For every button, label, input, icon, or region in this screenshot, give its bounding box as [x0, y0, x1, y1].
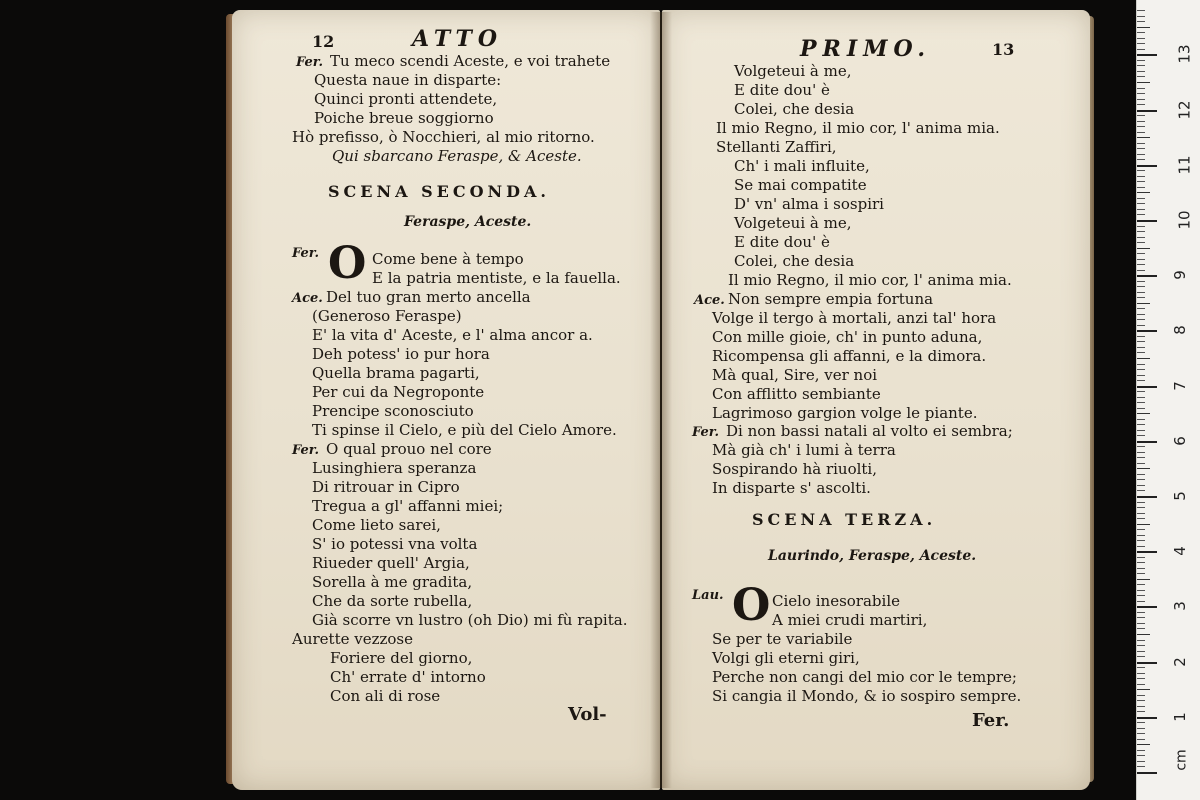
ruler-tick: [1137, 490, 1145, 491]
verse-line: E la patria mentiste, e la fauella.: [372, 269, 621, 287]
verse-line: (Generoso Feraspe): [312, 307, 462, 325]
ruler-tick: [1137, 259, 1145, 260]
ruler-tick: [1137, 386, 1157, 388]
ruler-tick: [1137, 104, 1145, 105]
running-head: ATTO: [412, 26, 503, 52]
ruler-tick: [1137, 540, 1145, 541]
ruler-tick: [1137, 364, 1145, 365]
drop-cap: O: [732, 580, 771, 631]
verse-line: Come bene à tempo: [372, 250, 524, 268]
dramatis-personae: Feraspe, Aceste.: [404, 214, 532, 230]
ruler-tick: [1137, 21, 1145, 22]
running-head: PRIMO.: [800, 36, 932, 62]
verse-line: Ricompensa gli affanni, e la dimora.: [712, 347, 987, 365]
verse-line: Ch' errate d' intorno: [330, 668, 486, 686]
ruler-number: 2: [1170, 656, 1189, 667]
ruler-tick: [1137, 286, 1145, 287]
verse-line: Con ali di rose: [330, 687, 441, 705]
ruler-tick: [1137, 695, 1145, 696]
ruler-tick: [1137, 507, 1145, 508]
verse-line: Il mio Regno, il mio cor, l' anima mia.: [716, 119, 1000, 137]
ruler-tick: [1137, 733, 1145, 734]
ruler-tick: [1137, 452, 1145, 453]
ruler-tick: [1137, 71, 1145, 72]
ruler-tick: [1137, 750, 1145, 751]
speaker-label: Fer.: [292, 246, 319, 261]
ruler-tick: [1137, 430, 1145, 431]
ruler-tick: [1137, 579, 1150, 580]
ruler-tick: [1137, 662, 1157, 664]
verse-line: Lagrimoso gargion volge le piante.: [712, 404, 978, 422]
verse-line: Sorella à me gradita,: [312, 573, 473, 591]
ruler-number: 7: [1170, 380, 1189, 391]
ruler-tick: [1137, 198, 1145, 199]
ruler-tick: [1137, 601, 1145, 602]
dramatis-personae: Laurindo, Feraspe, Aceste.: [768, 548, 977, 564]
ruler-tick: [1137, 739, 1145, 740]
verse-line: Quella brama pagarti,: [312, 364, 480, 382]
ruler-tick: [1137, 203, 1145, 204]
ruler-tick: [1137, 684, 1145, 685]
ruler-tick: [1137, 176, 1145, 177]
ruler-number: 10: [1175, 210, 1194, 230]
ruler-tick: [1137, 43, 1145, 44]
ruler-tick: [1137, 143, 1145, 144]
verse-line: S' io potessi vna volta: [312, 535, 478, 553]
ruler-tick: [1137, 700, 1145, 701]
speaker-label: Ace.: [292, 291, 323, 306]
ruler-tick: [1137, 640, 1145, 641]
ruler-tick: [1137, 275, 1157, 277]
ruler-tick: [1137, 518, 1145, 519]
ruler-tick: [1137, 375, 1145, 376]
ruler-tick: [1137, 121, 1145, 122]
ruler-tick: [1137, 16, 1145, 17]
page-number: 13: [992, 40, 1015, 59]
ruler-tick: [1137, 408, 1145, 409]
verse-line: E dite dou' è: [734, 81, 830, 99]
verse-line: Si cangia il Mondo, & io sospiro sempre.: [712, 687, 1022, 705]
ruler-tick: [1137, 82, 1150, 83]
ruler-tick: [1137, 237, 1145, 238]
ruler-number: 1: [1170, 712, 1189, 722]
verse-line: Perche non cangi del mio cor le tempre;: [712, 668, 1017, 686]
ruler-tick: [1137, 380, 1145, 381]
ruler-tick: [1137, 352, 1145, 353]
ruler-tick: [1137, 667, 1145, 668]
ruler-tick: [1137, 573, 1145, 574]
verse-line: Di ritrouar in Cipro: [312, 478, 460, 496]
verse-line: Se per te variabile: [712, 630, 853, 648]
verse-line: Colei, che desia: [734, 252, 855, 270]
ruler-tick: [1137, 612, 1145, 613]
ruler-tick: [1137, 10, 1145, 11]
ruler-tick: [1137, 281, 1145, 282]
ruler-tick: [1137, 617, 1145, 618]
ruler-tick: [1137, 54, 1157, 56]
ruler-tick: [1137, 391, 1145, 392]
catchword: Fer.: [972, 710, 1010, 731]
ruler-tick: [1137, 93, 1145, 94]
ruler-tick: [1137, 651, 1145, 652]
ruler-tick: [1137, 192, 1150, 193]
ruler-tick: [1137, 248, 1150, 249]
verse-line: Prencipe sconosciuto: [312, 402, 474, 420]
ruler-tick: [1137, 231, 1145, 232]
verse-line: Stellanti Zaffiri,: [716, 138, 837, 156]
verse-line: Già scorre vn lustro (oh Dio) mi fù rapita.: [312, 611, 628, 629]
verse-line: Questa naue in disparte:: [314, 71, 502, 89]
book-gutter: [650, 12, 672, 788]
verse-line: Con mille gioie, ch' in punto aduna,: [712, 328, 983, 346]
ruler-tick: [1137, 645, 1145, 646]
verse-line: Mà già ch' i lumi à terra: [712, 441, 896, 459]
ruler-tick: [1137, 170, 1145, 171]
verse-line: Cielo inesorabile: [772, 592, 900, 610]
ruler-tick: [1137, 413, 1150, 414]
ruler-number: 6: [1170, 436, 1189, 446]
ruler-tick: [1137, 424, 1145, 425]
ruler-tick: [1137, 623, 1145, 624]
ruler-tick: [1137, 292, 1145, 293]
verse-line: Volgeteui à me,: [734, 214, 852, 232]
ruler-number: 12: [1175, 100, 1194, 120]
ruler-tick: [1137, 485, 1145, 486]
ruler-tick: [1137, 99, 1145, 100]
drop-cap: O: [328, 238, 367, 289]
verse-line: Tu meco scendi Aceste, e voi trahete: [330, 52, 611, 70]
verse-line: Lusinghiera speranza: [312, 459, 477, 477]
ruler-tick: [1137, 214, 1145, 215]
ruler-tick: [1137, 165, 1157, 167]
verse-line: Deh potess' io pur hora: [312, 345, 490, 363]
ruler-tick: [1137, 187, 1145, 188]
ruler-tick: [1137, 529, 1145, 530]
verse-line: Ti spinse il Cielo, e più del Cielo Amore.: [312, 421, 617, 439]
ruler-tick: [1137, 369, 1145, 370]
ruler-tick: [1137, 728, 1145, 729]
ruler-tick: [1137, 441, 1157, 443]
ruler-tick: [1137, 148, 1145, 149]
ruler-tick: [1137, 463, 1145, 464]
scene-title: SCENA TERZA.: [752, 510, 937, 529]
speaker-label: Fer.: [296, 55, 323, 70]
ruler-tick: [1137, 49, 1145, 50]
ruler-tick: [1137, 126, 1145, 127]
verse-line: A miei crudi martiri,: [772, 611, 928, 629]
verse-line: Quinci pronti attendete,: [314, 90, 498, 108]
verse-line: Volge il tergo à mortali, anzi tal' hora: [712, 309, 997, 327]
left-page: [232, 10, 660, 790]
speaker-label: Fer.: [292, 443, 319, 458]
ruler-tick: [1137, 264, 1145, 265]
ruler-tick: [1137, 336, 1145, 337]
speaker-label: Ace.: [694, 293, 725, 308]
ruler-tick: [1137, 308, 1145, 309]
ruler-tick: [1137, 546, 1145, 547]
verse-line: Come lieto sarei,: [312, 516, 441, 534]
ruler-tick: [1137, 242, 1145, 243]
page-number: 12: [312, 32, 335, 51]
ruler-tick: [1137, 457, 1145, 458]
verse-line: Aurette vezzose: [292, 630, 414, 648]
ruler-tick: [1137, 209, 1145, 210]
verse-line: Ch' i mali influite,: [734, 157, 870, 175]
ruler-tick: [1137, 590, 1145, 591]
ruler-number: 13: [1175, 44, 1194, 64]
ruler-tick: [1137, 27, 1150, 28]
ruler-tick: [1137, 673, 1145, 674]
ruler-tick: [1137, 717, 1157, 719]
verse-line: D' vn' alma i sospiri: [734, 195, 884, 213]
ruler-tick: [1137, 226, 1145, 227]
verse-line: Per cui da Negroponte: [312, 383, 485, 401]
ruler-tick: [1137, 330, 1157, 332]
ruler-tick: [1137, 110, 1157, 112]
verse-line: E dite dou' è: [734, 233, 830, 251]
right-page: [662, 10, 1090, 790]
measurement-ruler: [1136, 0, 1200, 800]
ruler-tick: [1137, 496, 1157, 498]
ruler-tick: [1137, 772, 1157, 774]
ruler-tick: [1137, 606, 1157, 608]
ruler-tick: [1137, 297, 1145, 298]
ruler-tick: [1137, 468, 1150, 469]
ruler-tick: [1137, 341, 1145, 342]
ruler-tick: [1137, 88, 1145, 89]
verse-line: Volgi gli eterni giri,: [712, 649, 860, 667]
verse-line: Poiche breue soggiorno: [314, 109, 494, 127]
ruler-tick: [1137, 557, 1145, 558]
verse-line: Foriere del giorno,: [330, 649, 473, 667]
scene-title: SCENA SECONDA.: [328, 182, 550, 201]
ruler-tick: [1137, 535, 1145, 536]
ruler-tick: [1137, 181, 1145, 182]
ruler-tick: [1137, 76, 1145, 77]
ruler-tick: [1137, 397, 1145, 398]
speaker-label: Lau.: [692, 588, 724, 603]
speaker-label: Fer.: [692, 425, 719, 440]
verse-line: In disparte s' ascolti.: [712, 479, 871, 497]
ruler-tick: [1137, 568, 1145, 569]
ruler-number: 8: [1170, 325, 1189, 336]
ruler-tick: [1137, 634, 1150, 635]
verse-line: Volgeteui à me,: [734, 62, 852, 80]
ruler-tick: [1137, 154, 1145, 155]
ruler-tick: [1137, 706, 1145, 707]
ruler-tick: [1137, 678, 1145, 679]
ruler-number: 5: [1170, 491, 1189, 501]
ruler-tick: [1137, 446, 1145, 447]
ruler-tick: [1137, 270, 1145, 271]
ruler-tick: [1137, 513, 1145, 514]
ruler-tick: [1137, 744, 1150, 745]
ruler-tick: [1137, 132, 1145, 133]
ruler-tick: [1137, 419, 1145, 420]
ruler-tick: [1137, 628, 1145, 629]
verse-line: Non sempre empia fortuna: [728, 290, 934, 308]
ruler-tick: [1137, 755, 1145, 756]
ruler-number: 11: [1175, 155, 1194, 175]
ruler-tick: [1137, 314, 1145, 315]
verse-line: Che da sorte rubella,: [312, 592, 473, 610]
verse-line: Di non bassi natali al volto ei sembra;: [726, 422, 1013, 440]
ruler-tick: [1137, 325, 1145, 326]
verse-line: Tregua a gl' affanni miei;: [312, 497, 504, 515]
verse-line: Colei, che desia: [734, 100, 855, 118]
ruler-tick: [1137, 711, 1145, 712]
verse-line: Mà qual, Sire, ver noi: [712, 366, 878, 384]
ruler-tick: [1137, 689, 1150, 690]
verse-line: Sospirando hà riuolti,: [712, 460, 877, 478]
ruler-tick: [1137, 60, 1145, 61]
ruler-number: 9: [1170, 270, 1189, 280]
ruler-number: 3: [1170, 601, 1189, 612]
ruler-tick: [1137, 38, 1145, 39]
ruler-tick: [1137, 319, 1145, 320]
ruler-unit-label: cm: [1173, 749, 1190, 771]
ruler-tick: [1137, 595, 1145, 596]
ruler-tick: [1137, 502, 1145, 503]
ruler-tick: [1137, 766, 1145, 767]
ruler-tick: [1137, 761, 1145, 762]
ruler-tick: [1137, 551, 1157, 553]
verse-line: Il mio Regno, il mio cor, l' anima mia.: [728, 271, 1012, 289]
verse-line: O qual prouo nel core: [326, 440, 492, 458]
catchword: Vol-: [568, 704, 607, 725]
verse-line: Se mai compatite: [734, 176, 867, 194]
stage-direction: Qui sbarcano Feraspe, & Aceste.: [332, 147, 582, 165]
ruler-tick: [1137, 524, 1150, 525]
ruler-tick: [1137, 479, 1145, 480]
ruler-tick: [1137, 347, 1145, 348]
ruler-tick: [1137, 220, 1157, 222]
verse-line: Riueder quell' Argia,: [312, 554, 470, 572]
ruler-tick: [1137, 656, 1145, 657]
verse-line: Del tuo gran merto ancella: [326, 288, 531, 306]
ruler-tick: [1137, 303, 1150, 304]
ruler-tick: [1137, 115, 1145, 116]
ruler-tick: [1137, 159, 1145, 160]
ruler-tick: [1137, 358, 1150, 359]
ruler-tick: [1137, 562, 1145, 563]
verse-line: Hò prefisso, ò Nocchieri, al mio ritorno.: [292, 128, 595, 146]
ruler-number: 4: [1170, 546, 1189, 556]
ruler-tick: [1137, 65, 1145, 66]
ruler-tick: [1137, 32, 1145, 33]
ruler-tick: [1137, 253, 1145, 254]
ruler-tick: [1137, 137, 1150, 138]
ruler-tick: [1137, 402, 1145, 403]
ruler-tick: [1137, 722, 1145, 723]
ruler-tick: [1137, 435, 1145, 436]
verse-line: E' la vita d' Aceste, e l' alma ancor a.: [312, 326, 593, 344]
ruler-tick: [1137, 584, 1145, 585]
ruler-tick: [1137, 474, 1145, 475]
verse-line: Con afflitto sembiante: [712, 385, 881, 403]
